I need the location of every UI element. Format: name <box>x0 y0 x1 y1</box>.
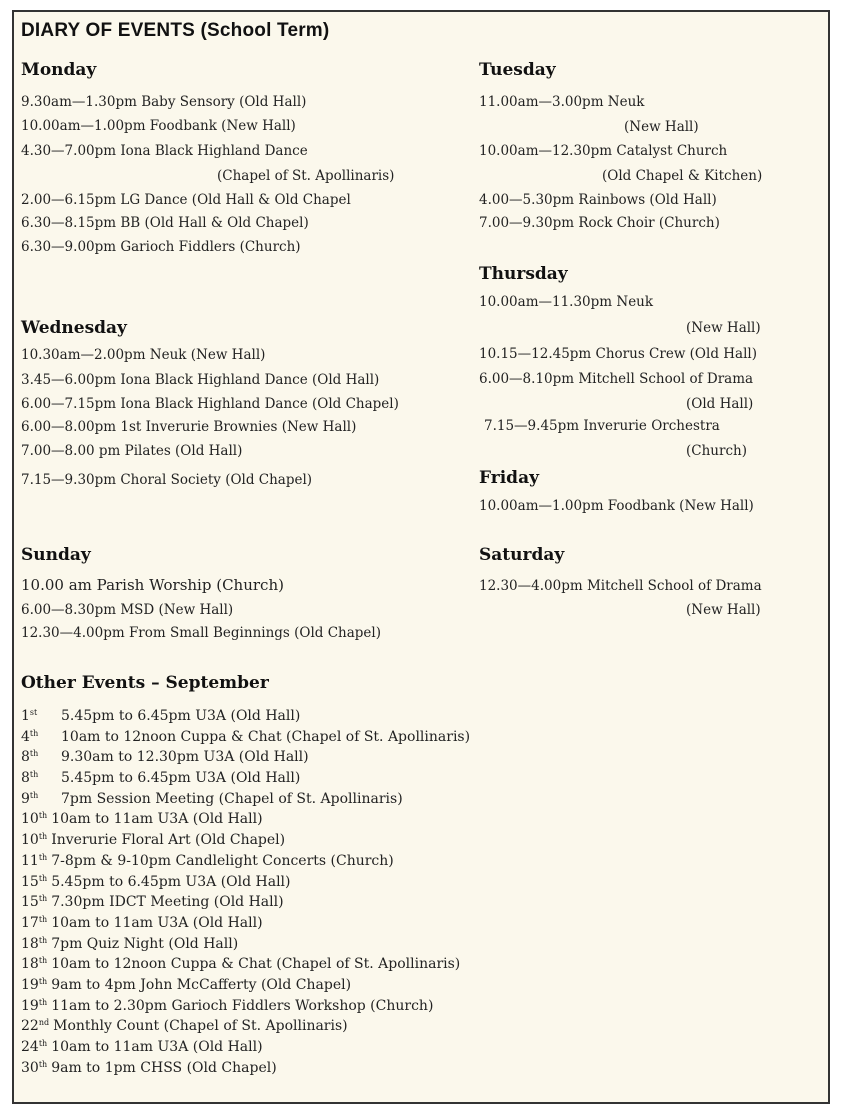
event-text: 9.30am to 12.30pm U3A (Old Hall) <box>61 749 309 766</box>
event-day: 8 <box>21 749 30 766</box>
other-event-item <box>21 749 470 770</box>
event-day-suffix: th <box>29 728 39 738</box>
other-event-item <box>21 708 470 729</box>
event-date <box>21 729 61 750</box>
thursday-line: 6.00—8.10pm Mitchell School of Drama <box>479 371 754 387</box>
sunday-line: 10.00 am Parish Worship (Church) <box>21 576 284 594</box>
thursday-line: 10.00am—11.30pm Neuk <box>479 294 654 310</box>
friday-heading: Friday <box>479 468 539 488</box>
thursday-heading: Thursday <box>479 264 568 284</box>
monday-line: 9.30am—1.30pm Baby Sensory (Old Hall) <box>21 94 307 110</box>
saturday-line: 12.30—4.00pm Mitchell School of Drama <box>479 578 762 594</box>
event-date <box>21 894 47 915</box>
event-date <box>21 956 47 977</box>
event-date <box>21 1039 47 1060</box>
other-event-item <box>21 894 470 915</box>
event-text: 10am to 12noon Cuppa & Chat (Chapel of St. Apollinaris) <box>51 956 461 973</box>
event-day: 24 <box>21 1039 39 1055</box>
event-day: 19 <box>21 976 39 993</box>
tuesday-line: 11.00am—3.00pm Neuk <box>479 94 645 110</box>
thursday-line: (Old Hall) <box>686 396 754 412</box>
other-events-heading: Other Events – September <box>21 673 269 693</box>
event-date <box>21 1018 49 1039</box>
event-day-suffix: th <box>38 935 48 945</box>
event-day: 18 <box>21 956 39 973</box>
event-date <box>21 998 47 1019</box>
event-day: 11 <box>21 852 39 869</box>
event-day-suffix: th <box>38 811 48 821</box>
monday-line: 10.00am—1.00pm Foodbank (New Hall) <box>21 118 296 134</box>
event-day-suffix: th <box>29 790 39 800</box>
event-day-suffix: th <box>38 914 48 924</box>
event-text: 5.45pm to 6.45pm U3A (Old Hall) <box>51 873 291 890</box>
event-text: 5.45pm to 6.45pm U3A (Old Hall) <box>61 770 301 787</box>
thursday-line: (Church) <box>686 443 747 459</box>
event-day: 1 <box>21 708 30 724</box>
wednesday-line: 10.30am—2.00pm Neuk (New Hall) <box>21 347 266 363</box>
other-event-item <box>21 770 470 791</box>
tuesday-heading: Tuesday <box>479 60 556 80</box>
event-text: 10am to 11am U3A (Old Hall) <box>51 914 263 931</box>
event-date <box>21 853 47 874</box>
other-event-item <box>21 1018 470 1039</box>
wednesday-line: 6.00—8.00pm 1st Inverurie Brownies (New Hall) <box>21 419 357 435</box>
event-day-suffix: th <box>38 976 48 986</box>
event-day-suffix: st <box>29 708 38 717</box>
event-day: 22 <box>21 1018 39 1035</box>
event-day: 17 <box>21 914 39 931</box>
event-day: 8 <box>21 770 30 787</box>
other-events-list <box>21 708 470 1080</box>
tuesday-line: 10.00am—12.30pm Catalyst Church <box>479 143 728 159</box>
thursday-line: 10.15—12.45pm Chorus Crew (Old Hall) <box>479 346 757 362</box>
event-text: 11am to 2.30pm Garioch Fiddlers Workshop (Church) <box>51 997 434 1014</box>
event-day: 30 <box>21 1059 39 1076</box>
event-text: 7.30pm IDCT Meeting (Old Hall) <box>51 894 284 911</box>
event-day: 19 <box>21 997 39 1014</box>
other-event-item <box>21 791 470 812</box>
event-day: 15 <box>21 894 39 911</box>
event-date <box>21 770 61 791</box>
other-event-item <box>21 936 470 957</box>
event-text: 10am to 11am U3A (Old Hall) <box>51 811 263 828</box>
event-day-suffix: th <box>38 1059 48 1069</box>
other-event-item <box>21 998 470 1019</box>
monday-line: 6.30—9.00pm Garioch Fiddlers (Church) <box>21 239 301 255</box>
event-text: 5.45pm to 6.45pm U3A (Old Hall) <box>61 708 301 724</box>
monday-line: 4.30—7.00pm Iona Black Highland Dance <box>21 143 308 159</box>
other-event-item <box>21 956 470 977</box>
event-date <box>21 749 61 770</box>
event-day-suffix: th <box>38 873 48 883</box>
event-text: 7pm Session Meeting (Chapel of St. Apollinaris) <box>61 790 403 807</box>
wednesday-line: 7.15—9.30pm Choral Society (Old Chapel) <box>21 472 313 488</box>
tuesday-line: (Old Chapel & Kitchen) <box>602 168 763 184</box>
other-event-item <box>21 915 470 936</box>
event-text: 7pm Quiz Night (Old Hall) <box>51 935 239 952</box>
saturday-heading: Saturday <box>479 545 565 565</box>
saturday-line: (New Hall) <box>686 602 761 618</box>
event-day: 18 <box>21 935 39 952</box>
sunday-line: 6.00—8.30pm MSD (New Hall) <box>21 602 234 618</box>
other-event-item <box>21 853 470 874</box>
other-event-item <box>21 1039 470 1060</box>
event-day-suffix: th <box>29 770 39 780</box>
event-day: 15 <box>21 873 39 890</box>
other-event-item <box>21 832 470 853</box>
page-title: DIARY OF EVENTS (School Term) <box>21 20 330 41</box>
other-event-item <box>21 1060 470 1081</box>
event-date <box>21 936 47 957</box>
event-date <box>21 977 47 998</box>
event-day-suffix: nd <box>38 1018 50 1028</box>
monday-line: 6.30—8.15pm BB (Old Hall & Old Chapel) <box>21 215 309 231</box>
monday-heading: Monday <box>21 60 97 80</box>
wednesday-line: 6.00—7.15pm Iona Black Highland Dance (Old Chapel) <box>21 396 399 412</box>
event-text: 10am to 11am U3A (Old Hall) <box>51 1039 263 1055</box>
event-day-suffix: th <box>38 832 48 842</box>
event-text: Monthly Count (Chapel of St. Apollinaris) <box>53 1018 348 1035</box>
event-day-suffix: th <box>38 852 48 862</box>
event-date <box>21 1060 47 1081</box>
thursday-line: 7.15—9.45pm Inverurie Orchestra <box>484 418 720 434</box>
event-date <box>21 832 47 853</box>
diary-page <box>12 10 830 1104</box>
event-day: 10 <box>21 832 39 849</box>
event-text: 9am to 1pm CHSS (Old Chapel) <box>51 1059 277 1076</box>
thursday-line: (New Hall) <box>686 320 761 336</box>
sunday-heading: Sunday <box>21 545 91 565</box>
tuesday-line: 7.00—9.30pm Rock Choir (Church) <box>479 215 720 231</box>
sunday-line: 12.30—4.00pm From Small Beginnings (Old Chapel) <box>21 625 382 641</box>
event-day: 10 <box>21 811 39 828</box>
event-date <box>21 811 47 832</box>
event-day-suffix: th <box>38 997 48 1007</box>
friday-line: 10.00am—1.00pm Foodbank (New Hall) <box>479 498 754 514</box>
event-day-suffix: th <box>38 1039 48 1048</box>
event-day: 9 <box>21 790 30 807</box>
monday-line: (Chapel of St. Apollinaris) <box>217 168 395 184</box>
event-date <box>21 915 47 936</box>
event-day-suffix: th <box>38 894 48 904</box>
event-date <box>21 874 47 895</box>
tuesday-line: (New Hall) <box>624 119 699 135</box>
event-day-suffix: th <box>29 749 39 759</box>
event-text: 7-8pm & 9-10pm Candlelight Concerts (Church) <box>51 852 394 869</box>
wednesday-line: 7.00—8.00 pm Pilates (Old Hall) <box>21 443 243 459</box>
event-text: 10am to 12noon Cuppa & Chat (Chapel of St. Apollinaris) <box>61 728 471 745</box>
event-text: Inverurie Floral Art (Old Chapel) <box>51 832 286 849</box>
wednesday-heading: Wednesday <box>21 318 127 338</box>
event-text: 9am to 4pm John McCafferty (Old Chapel) <box>51 976 352 993</box>
event-day-suffix: th <box>38 956 48 966</box>
other-event-item <box>21 874 470 895</box>
event-day: 4 <box>21 728 30 745</box>
other-event-item <box>21 729 470 750</box>
monday-line: 2.00—6.15pm LG Dance (Old Hall & Old Chapel <box>21 192 351 208</box>
other-event-item <box>21 977 470 998</box>
event-date <box>21 708 61 729</box>
tuesday-line: 4.00—5.30pm Rainbows (Old Hall) <box>479 192 717 208</box>
wednesday-line: 3.45—6.00pm Iona Black Highland Dance (Old Hall) <box>21 372 380 388</box>
other-event-item <box>21 811 470 832</box>
event-date <box>21 791 61 812</box>
